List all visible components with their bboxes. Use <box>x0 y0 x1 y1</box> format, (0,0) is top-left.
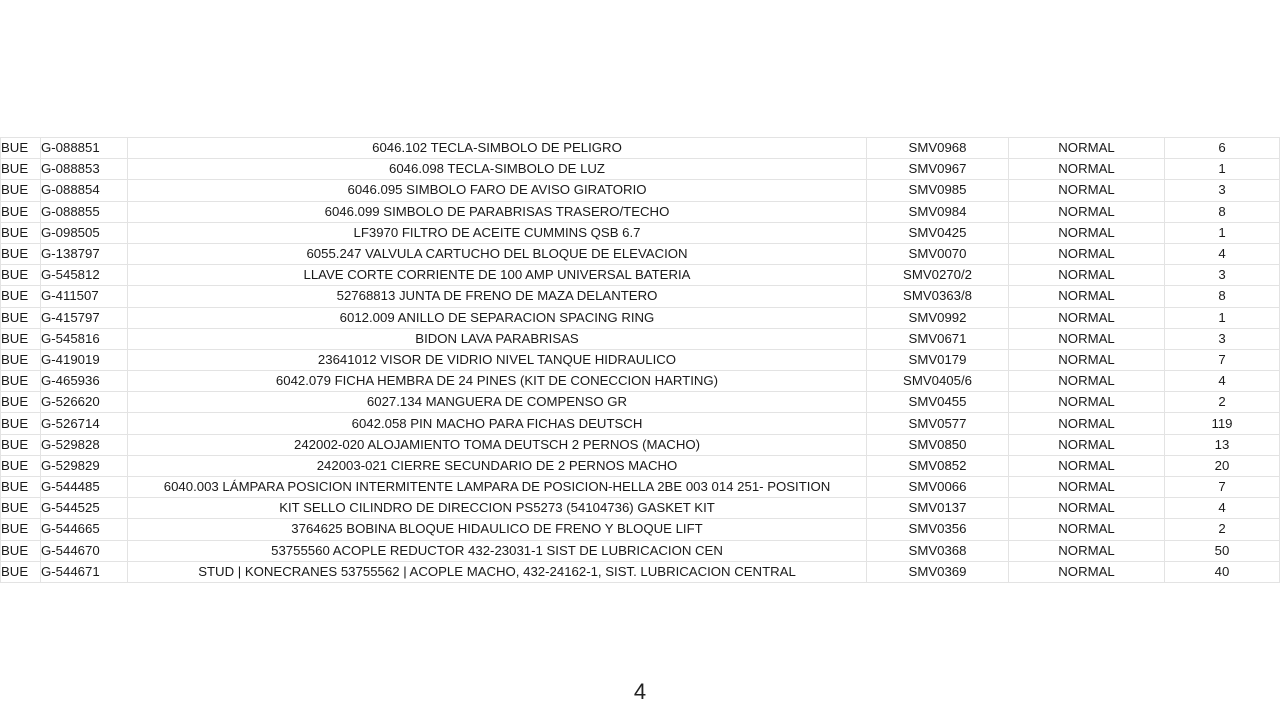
table-row <box>1 349 1280 370</box>
item-code-cell: G-419019 <box>41 349 128 370</box>
item-code-cell: G-529829 <box>41 455 128 476</box>
inventory-table-body <box>1 138 1280 583</box>
item-code-cell: G-544665 <box>41 519 128 540</box>
status-cell: NORMAL <box>1009 307 1165 328</box>
item-code-cell: G-088854 <box>41 180 128 201</box>
table-row <box>1 159 1280 180</box>
status-cell: NORMAL <box>1009 477 1165 498</box>
item-code-cell: G-544671 <box>41 561 128 582</box>
quantity-cell: 7 <box>1165 349 1280 370</box>
description-cell: 3764625 BOBINA BLOQUE HIDAULICO DE FRENO Y BLOQUE LIFT <box>128 519 867 540</box>
description-cell: STUD | KONECRANES 53755562 | ACOPLE MACHO, 432-24162-1, SIST. LUBRICACION CENTRAL <box>128 561 867 582</box>
quantity-cell: 20 <box>1165 455 1280 476</box>
item-code-cell: G-415797 <box>41 307 128 328</box>
location-cell: BUE <box>1 477 41 498</box>
reference-cell: SMV0850 <box>867 434 1009 455</box>
quantity-cell: 50 <box>1165 540 1280 561</box>
location-cell: BUE <box>1 519 41 540</box>
reference-cell: SMV0179 <box>867 349 1009 370</box>
inventory-sheet <box>0 137 1279 583</box>
location-cell: BUE <box>1 561 41 582</box>
location-cell: BUE <box>1 498 41 519</box>
description-cell: 6046.102 TECLA-SIMBOLO DE PELIGRO <box>128 138 867 159</box>
table-row <box>1 180 1280 201</box>
table-row <box>1 540 1280 561</box>
table-row <box>1 371 1280 392</box>
reference-cell: SMV0992 <box>867 307 1009 328</box>
table-row <box>1 307 1280 328</box>
status-cell: NORMAL <box>1009 159 1165 180</box>
location-cell: BUE <box>1 455 41 476</box>
item-code-cell: G-088855 <box>41 201 128 222</box>
table-row <box>1 201 1280 222</box>
description-cell: 242002-020 ALOJAMIENTO TOMA DEUTSCH 2 PERNOS (MACHO) <box>128 434 867 455</box>
reference-cell: SMV0852 <box>867 455 1009 476</box>
status-cell: NORMAL <box>1009 201 1165 222</box>
quantity-cell: 1 <box>1165 159 1280 180</box>
location-cell: BUE <box>1 159 41 180</box>
description-cell: 6012.009 ANILLO DE SEPARACION SPACING RING <box>128 307 867 328</box>
status-cell: NORMAL <box>1009 180 1165 201</box>
table-row <box>1 265 1280 286</box>
quantity-cell: 2 <box>1165 519 1280 540</box>
quantity-cell: 2 <box>1165 392 1280 413</box>
quantity-cell: 1 <box>1165 222 1280 243</box>
status-cell: NORMAL <box>1009 286 1165 307</box>
item-code-cell: G-526714 <box>41 413 128 434</box>
description-cell: 6046.098 TECLA-SIMBOLO DE LUZ <box>128 159 867 180</box>
page-number: 4 <box>633 679 647 704</box>
table-row <box>1 519 1280 540</box>
description-cell: 6027.134 MANGUERA DE COMPENSO GR <box>128 392 867 413</box>
location-cell: BUE <box>1 201 41 222</box>
table-row <box>1 434 1280 455</box>
status-cell: NORMAL <box>1009 222 1165 243</box>
item-code-cell: G-545812 <box>41 265 128 286</box>
reference-cell: SMV0425 <box>867 222 1009 243</box>
reference-cell: SMV0369 <box>867 561 1009 582</box>
quantity-cell: 4 <box>1165 371 1280 392</box>
description-cell: BIDON LAVA PARABRISAS <box>128 328 867 349</box>
quantity-cell: 119 <box>1165 413 1280 434</box>
item-code-cell: G-526620 <box>41 392 128 413</box>
description-cell: 52768813 JUNTA DE FRENO DE MAZA DELANTERO <box>128 286 867 307</box>
quantity-cell: 4 <box>1165 243 1280 264</box>
status-cell: NORMAL <box>1009 328 1165 349</box>
item-code-cell: G-088851 <box>41 138 128 159</box>
item-code-cell: G-465936 <box>41 371 128 392</box>
table-row <box>1 392 1280 413</box>
status-cell: NORMAL <box>1009 265 1165 286</box>
item-code-cell: G-088853 <box>41 159 128 180</box>
reference-cell: SMV0455 <box>867 392 1009 413</box>
location-cell: BUE <box>1 222 41 243</box>
reference-cell: SMV0356 <box>867 519 1009 540</box>
reference-cell: SMV0967 <box>867 159 1009 180</box>
item-code-cell: G-138797 <box>41 243 128 264</box>
quantity-cell: 8 <box>1165 286 1280 307</box>
description-cell: KIT SELLO CILINDRO DE DIRECCION PS5273 (54104736) GASKET KIT <box>128 498 867 519</box>
table-row <box>1 243 1280 264</box>
item-code-cell: G-098505 <box>41 222 128 243</box>
status-cell: NORMAL <box>1009 455 1165 476</box>
table-row <box>1 138 1280 159</box>
status-cell: NORMAL <box>1009 243 1165 264</box>
status-cell: NORMAL <box>1009 519 1165 540</box>
location-cell: BUE <box>1 371 41 392</box>
quantity-cell: 40 <box>1165 561 1280 582</box>
location-cell: BUE <box>1 180 41 201</box>
quantity-cell: 3 <box>1165 180 1280 201</box>
reference-cell: SMV0984 <box>867 201 1009 222</box>
location-cell: BUE <box>1 392 41 413</box>
status-cell: NORMAL <box>1009 392 1165 413</box>
description-cell: LLAVE CORTE CORRIENTE DE 100 AMP UNIVERSAL BATERIA <box>128 265 867 286</box>
quantity-cell: 13 <box>1165 434 1280 455</box>
reference-cell: SMV0137 <box>867 498 1009 519</box>
reference-cell: SMV0985 <box>867 180 1009 201</box>
quantity-cell: 4 <box>1165 498 1280 519</box>
location-cell: BUE <box>1 265 41 286</box>
table-row <box>1 455 1280 476</box>
location-cell: BUE <box>1 243 41 264</box>
description-cell: 23641012 VISOR DE VIDRIO NIVEL TANQUE HIDRAULICO <box>128 349 867 370</box>
location-cell: BUE <box>1 328 41 349</box>
table-row <box>1 413 1280 434</box>
quantity-cell: 7 <box>1165 477 1280 498</box>
reference-cell: SMV0270/2 <box>867 265 1009 286</box>
item-code-cell: G-529828 <box>41 434 128 455</box>
description-cell: 6042.079 FICHA HEMBRA DE 24 PINES (KIT DE CONECCION HARTING) <box>128 371 867 392</box>
reference-cell: SMV0968 <box>867 138 1009 159</box>
item-code-cell: G-411507 <box>41 286 128 307</box>
item-code-cell: G-544525 <box>41 498 128 519</box>
status-cell: NORMAL <box>1009 413 1165 434</box>
status-cell: NORMAL <box>1009 349 1165 370</box>
location-cell: BUE <box>1 413 41 434</box>
quantity-cell: 6 <box>1165 138 1280 159</box>
description-cell: 242003-021 CIERRE SECUNDARIO DE 2 PERNOS MACHO <box>128 455 867 476</box>
item-code-cell: G-545816 <box>41 328 128 349</box>
description-cell: 6046.099 SIMBOLO DE PARABRISAS TRASERO/TECHO <box>128 201 867 222</box>
status-cell: NORMAL <box>1009 138 1165 159</box>
table-row <box>1 222 1280 243</box>
quantity-cell: 1 <box>1165 307 1280 328</box>
status-cell: NORMAL <box>1009 434 1165 455</box>
reference-cell: SMV0671 <box>867 328 1009 349</box>
description-cell: 6046.095 SIMBOLO FARO DE AVISO GIRATORIO <box>128 180 867 201</box>
reference-cell: SMV0066 <box>867 477 1009 498</box>
status-cell: NORMAL <box>1009 498 1165 519</box>
status-cell: NORMAL <box>1009 371 1165 392</box>
description-cell: 6055.247 VALVULA CARTUCHO DEL BLOQUE DE ELEVACION <box>128 243 867 264</box>
quantity-cell: 3 <box>1165 328 1280 349</box>
item-code-cell: G-544670 <box>41 540 128 561</box>
quantity-cell: 3 <box>1165 265 1280 286</box>
description-cell: LF3970 FILTRO DE ACEITE CUMMINS QSB 6.7 <box>128 222 867 243</box>
table-row <box>1 328 1280 349</box>
reference-cell: SMV0405/6 <box>867 371 1009 392</box>
location-cell: BUE <box>1 138 41 159</box>
table-row <box>1 498 1280 519</box>
item-code-cell: G-544485 <box>41 477 128 498</box>
status-cell: NORMAL <box>1009 561 1165 582</box>
description-cell: 6042.058 PIN MACHO PARA FICHAS DEUTSCH <box>128 413 867 434</box>
location-cell: BUE <box>1 540 41 561</box>
quantity-cell: 8 <box>1165 201 1280 222</box>
table-row <box>1 477 1280 498</box>
location-cell: BUE <box>1 286 41 307</box>
location-cell: BUE <box>1 434 41 455</box>
reference-cell: SMV0577 <box>867 413 1009 434</box>
inventory-table <box>0 137 1280 583</box>
reference-cell: SMV0363/8 <box>867 286 1009 307</box>
description-cell: 6040.003 LÁMPARA POSICION INTERMITENTE LAMPARA DE POSICION-HELLA 2BE 003 014 251- POSITION <box>128 477 867 498</box>
table-row <box>1 286 1280 307</box>
table-row <box>1 561 1280 582</box>
reference-cell: SMV0368 <box>867 540 1009 561</box>
location-cell: BUE <box>1 349 41 370</box>
reference-cell: SMV0070 <box>867 243 1009 264</box>
status-cell: NORMAL <box>1009 540 1165 561</box>
description-cell: 53755560 ACOPLE REDUCTOR 432-23031-1 SIST DE LUBRICACION CEN <box>128 540 867 561</box>
location-cell: BUE <box>1 307 41 328</box>
